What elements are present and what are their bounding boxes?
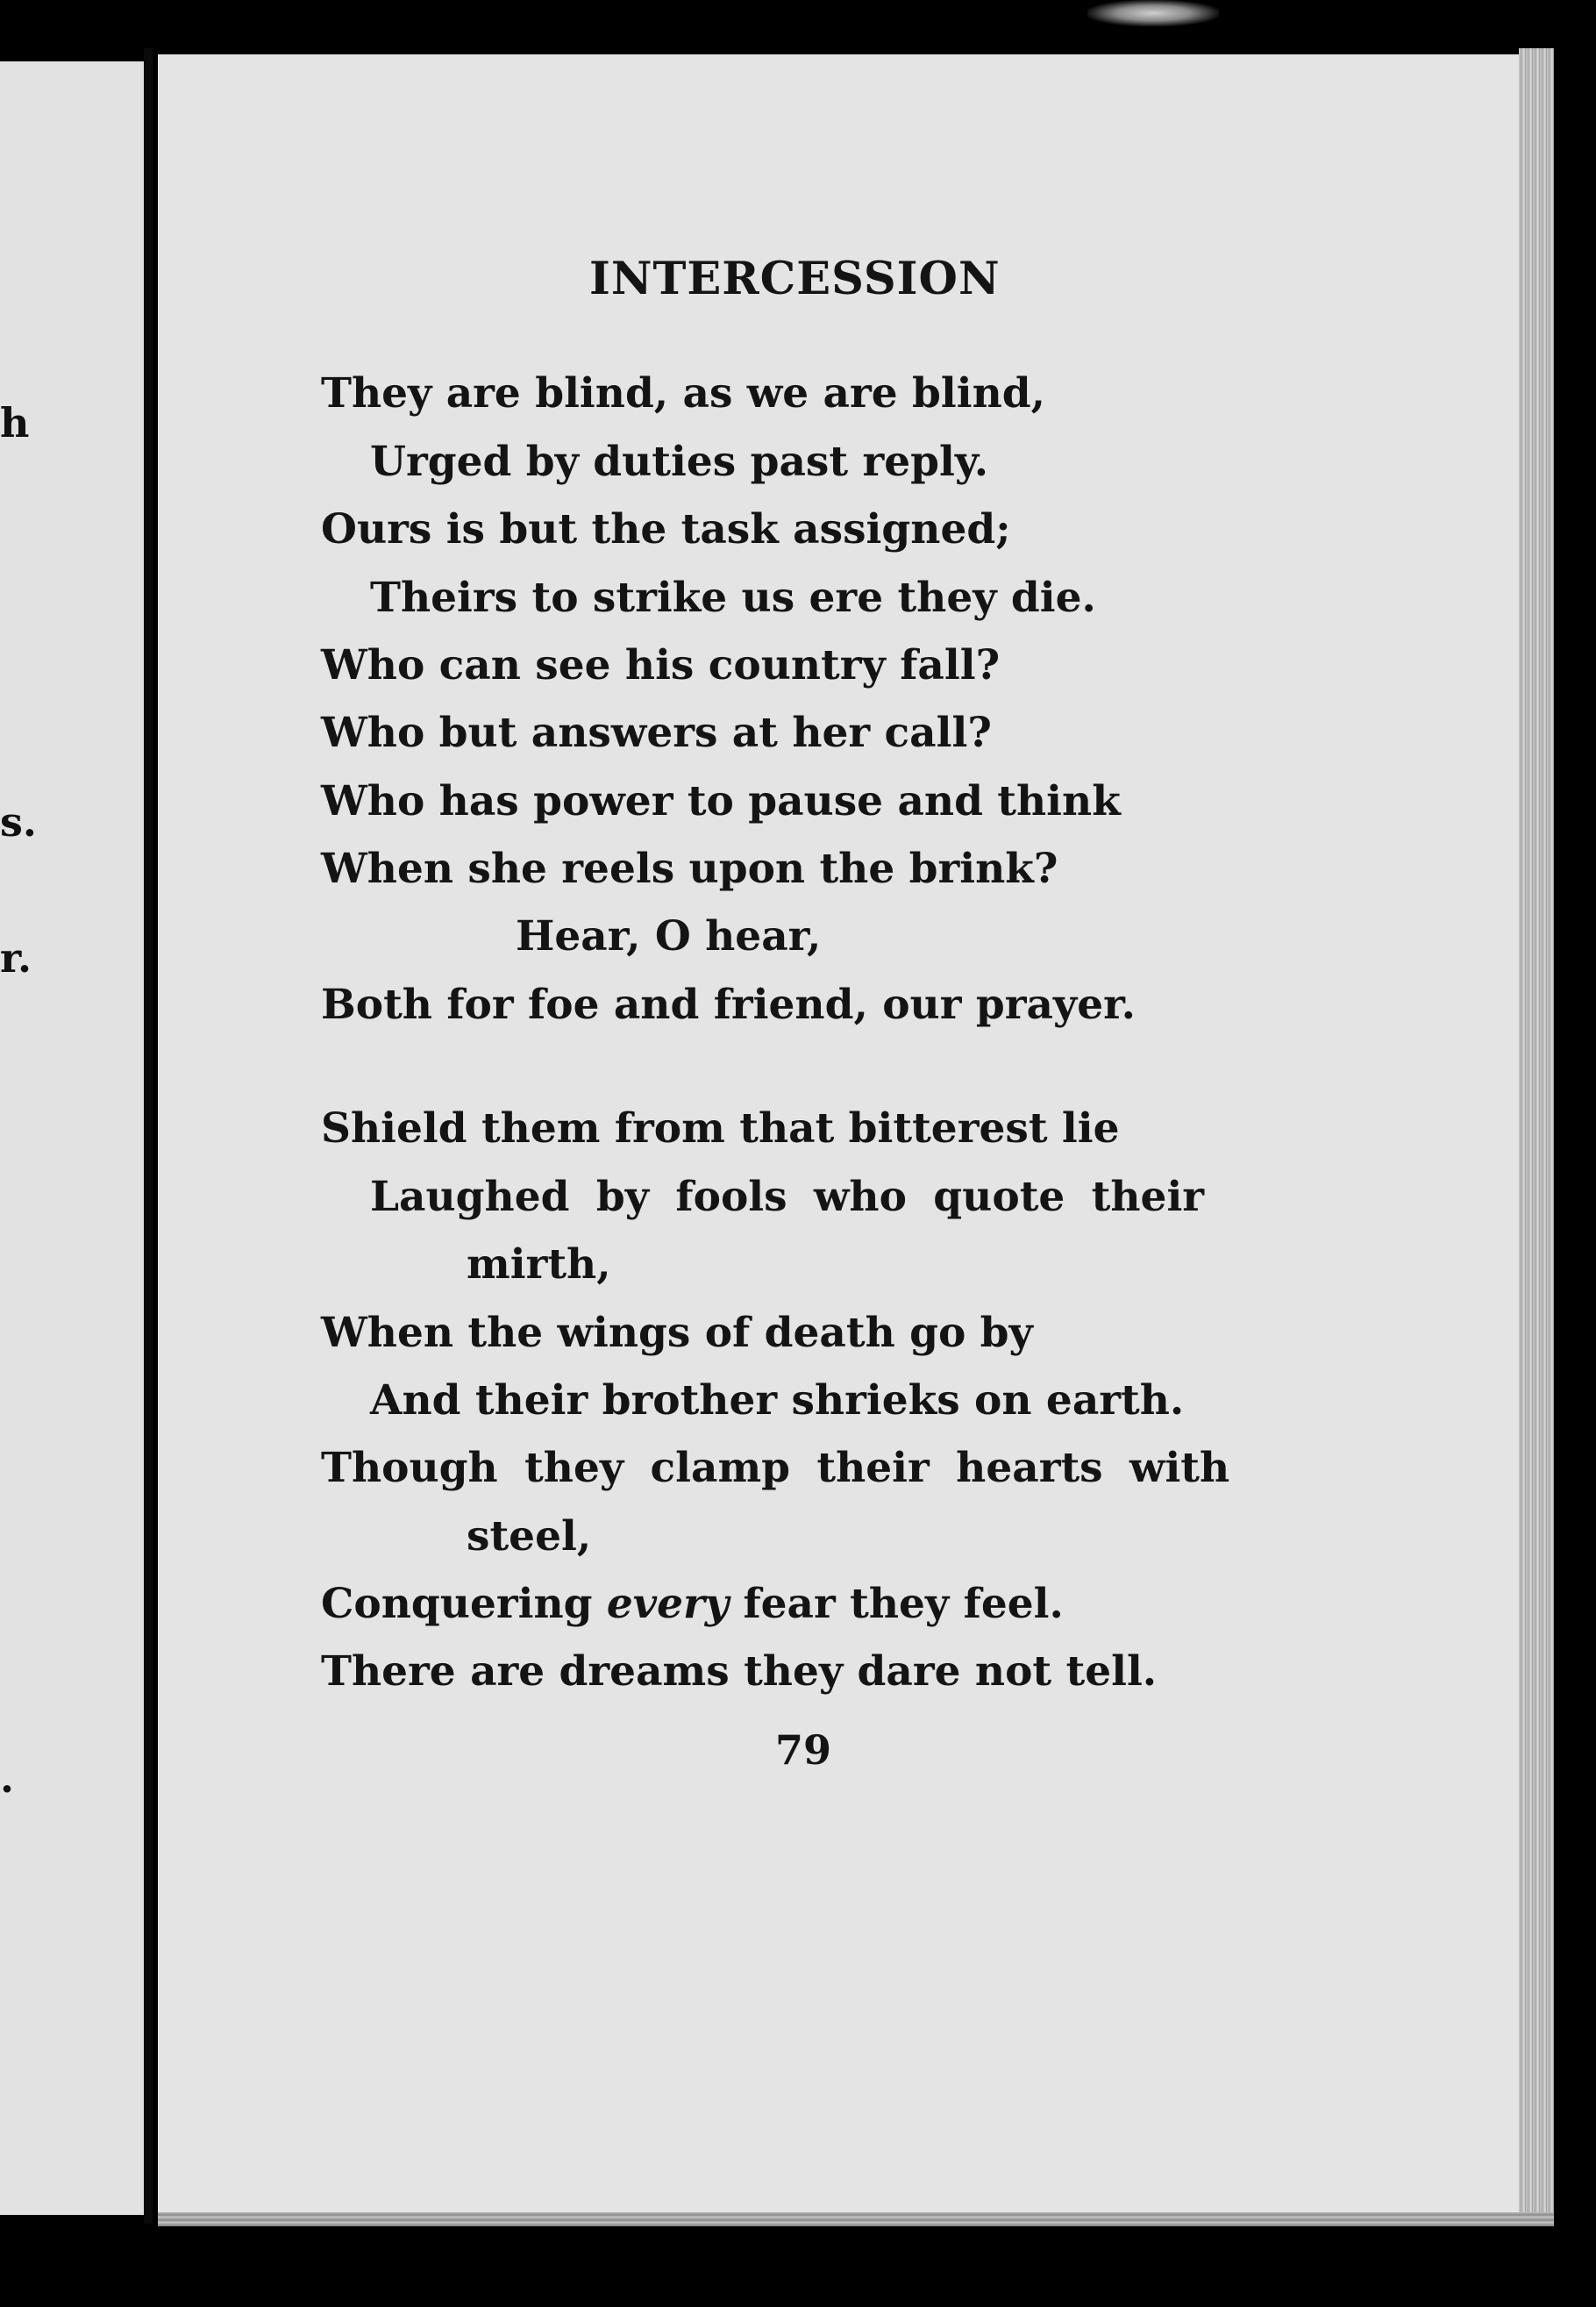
poem-line: Theirs to strike us ere they die. — [370, 574, 1096, 622]
page-edges — [1519, 48, 1554, 2224]
poem-line: When she reels upon the brink? — [321, 845, 1058, 893]
poem-line-continuation: mirth, — [467, 1240, 611, 1289]
poem-line: They are blind, as we are blind, — [321, 369, 1045, 418]
scan-smudge — [1087, 0, 1219, 26]
page-bottom-edge — [158, 2212, 1554, 2226]
left-page-fragment-1: h — [0, 399, 30, 446]
poem-refrain: Hear, O hear, — [516, 912, 822, 961]
poem-line: Both for foe and friend, our prayer. — [321, 981, 1136, 1029]
poem-line: Who but answers at her call? — [321, 709, 992, 757]
poem-title: INTERCESSION — [589, 253, 1001, 305]
poem-text: Conquering — [321, 1580, 607, 1628]
poem-line: Who has power to pause and think — [321, 777, 1121, 825]
poem-text: fear they feel. — [729, 1580, 1064, 1628]
poem-line-continuation: steel, — [467, 1512, 592, 1561]
emphasized-word: every — [606, 1580, 730, 1628]
left-page-fragment-3: r. — [0, 934, 32, 982]
poem-line: And their brother shrieks on earth. — [370, 1376, 1185, 1425]
poem-line-emphasis — [321, 1580, 1064, 1628]
poem-line: Though they clamp their hearts with — [321, 1444, 1230, 1492]
poem-line: Ours is but the task assigned; — [321, 505, 1011, 554]
left-page-fragment-2: s. — [0, 798, 37, 846]
poem-line: There are dreams they dare not tell. — [321, 1647, 1158, 1696]
poem-line: Laughed by fools who quote their — [370, 1173, 1205, 1221]
poem-line: When the wings of death go by — [321, 1309, 1033, 1357]
poem-line: Urged by duties past reply. — [370, 438, 989, 486]
left-page-fragment-4: . — [0, 1754, 15, 1802]
page-number: 79 — [775, 1726, 832, 1774]
book-gutter — [144, 48, 153, 2224]
poem-line: Who can see his country fall? — [321, 641, 1001, 689]
poem-line: Shield them from that bitterest lie — [321, 1104, 1120, 1153]
previous-page-fragment — [0, 61, 147, 2215]
